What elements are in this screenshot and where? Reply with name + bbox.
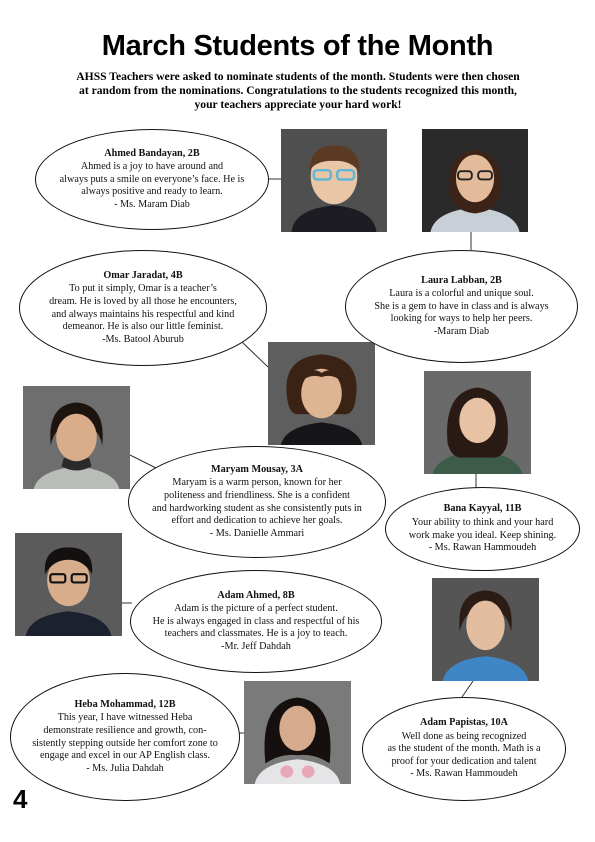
student-photo-adam-papistas <box>432 578 539 681</box>
intro-line: your teachers appreciate your hard work! <box>194 98 402 111</box>
student-name: Maryam Mousay, 3A <box>211 463 303 475</box>
teacher-signature: - Ms. Maram Diab <box>114 198 190 210</box>
speech-bubble-adam-papistas <box>362 697 566 801</box>
tribute-line: He is always engaged in class and respectful of his <box>152 615 360 627</box>
student-photo-maryam-mousay <box>23 386 130 489</box>
tribute-line: She is a gem to have in class and is always <box>374 300 549 312</box>
tribute-line: sistently stepping outside her comfort zone to <box>32 737 218 749</box>
student-photo-bana-kayyal <box>424 371 531 474</box>
speech-bubble-bana-kayyal <box>385 487 580 571</box>
tribute-line: and always maintains his respectful and kind <box>51 308 235 320</box>
teacher-signature: -Mr. Jeff Dahdah <box>221 640 291 652</box>
page-title: March Students of the Month <box>101 30 494 62</box>
tribute-line: Ahmed is a joy to have around and <box>80 161 224 173</box>
teacher-signature: -Ms. Batool Aburub <box>102 333 184 345</box>
speech-bubble-laura-labban <box>345 250 578 363</box>
tribute-line: work make you ideal. Keep shining. <box>408 529 557 541</box>
tribute-line: looking for ways to help her peers. <box>390 313 533 325</box>
tribute-line: demeanor. He is also our little feminist. <box>62 321 224 333</box>
speech-bubble-omar-jaradat <box>19 250 267 366</box>
student-photo-ahmed-bandayan <box>281 129 387 232</box>
student-name: Ahmed Bandayan, 2B <box>104 147 200 159</box>
tribute-line: always puts a smile on everyone’s face. He is <box>59 173 245 185</box>
page-number: 4 <box>13 784 28 814</box>
student-photo-laura-labban <box>422 129 528 232</box>
tribute-line: Maryam is a warm person, known for her <box>172 477 342 489</box>
teacher-signature: - Ms. Julia Dahdah <box>86 762 164 774</box>
tribute-line: and hardworking student as she consistently puts in <box>152 502 362 514</box>
tribute-line: Your ability to think and your hard <box>411 516 554 528</box>
student-name: Adam Ahmed, 8B <box>217 589 295 601</box>
speech-bubble-heba-mohammad <box>10 673 240 801</box>
tribute-line: Laura is a colorful and unique soul. <box>389 288 534 300</box>
tribute-line: dream. He is loved by all those he encounters, <box>49 295 237 307</box>
speech-bubble-maryam-mousay <box>128 446 386 558</box>
teacher-signature: - Ms. Danielle Ammari <box>209 527 305 539</box>
student-name: Laura Labban, 2B <box>421 274 502 286</box>
teacher-signature: - Ms. Rawan Hammoudeh <box>428 542 537 554</box>
student-name: Bana Kayyal, 11B <box>443 503 522 515</box>
speech-bubble-adam-ahmed <box>130 570 382 673</box>
tribute-line: teachers and classmates. He is a joy to teach. <box>164 628 348 640</box>
tribute-line: always positive and ready to learn. <box>81 186 223 198</box>
tribute-line: engage and excel in our AP English class. <box>40 750 210 762</box>
student-name: Omar Jaradat, 4B <box>103 269 183 281</box>
tribute-line: proof for your dedication and talent <box>391 755 537 767</box>
teacher-signature: -Maram Diab <box>433 325 490 337</box>
speech-bubble-ahmed-bandayan <box>35 129 269 230</box>
student-photo-heba-mohammad <box>244 681 351 784</box>
student-name: Adam Papistas, 10A <box>419 717 509 729</box>
tribute-line: Well done as being recognized <box>401 730 527 742</box>
student-photo-omar-jaradat <box>268 342 375 445</box>
student-photo-adam-ahmed <box>15 533 122 636</box>
student-name: Heba Mohammad, 12B <box>74 698 176 710</box>
teacher-signature: - Ms. Rawan Hammoudeh <box>410 768 518 780</box>
tribute-line: To put it simply, Omar is a teacher’s <box>69 283 217 295</box>
tribute-line: effort and dedication to achieve her goals. <box>171 515 343 527</box>
tribute-line: This year, I have witnessed Heba <box>57 712 193 724</box>
tribute-line: politeness and friendliness. She is a confident <box>164 489 350 501</box>
tribute-line: as the student of the month. Math is a <box>387 743 541 755</box>
intro-line: AHSS Teachers were asked to nominate students of the month. Students were then chosen <box>76 70 520 83</box>
tribute-line: Adam is the picture of a perfect student. <box>174 603 338 615</box>
tribute-line: demonstrate resilience and growth, con- <box>43 724 207 736</box>
intro-line: at random from the nominations. Congratulations to the students recognized this month, <box>79 84 517 97</box>
